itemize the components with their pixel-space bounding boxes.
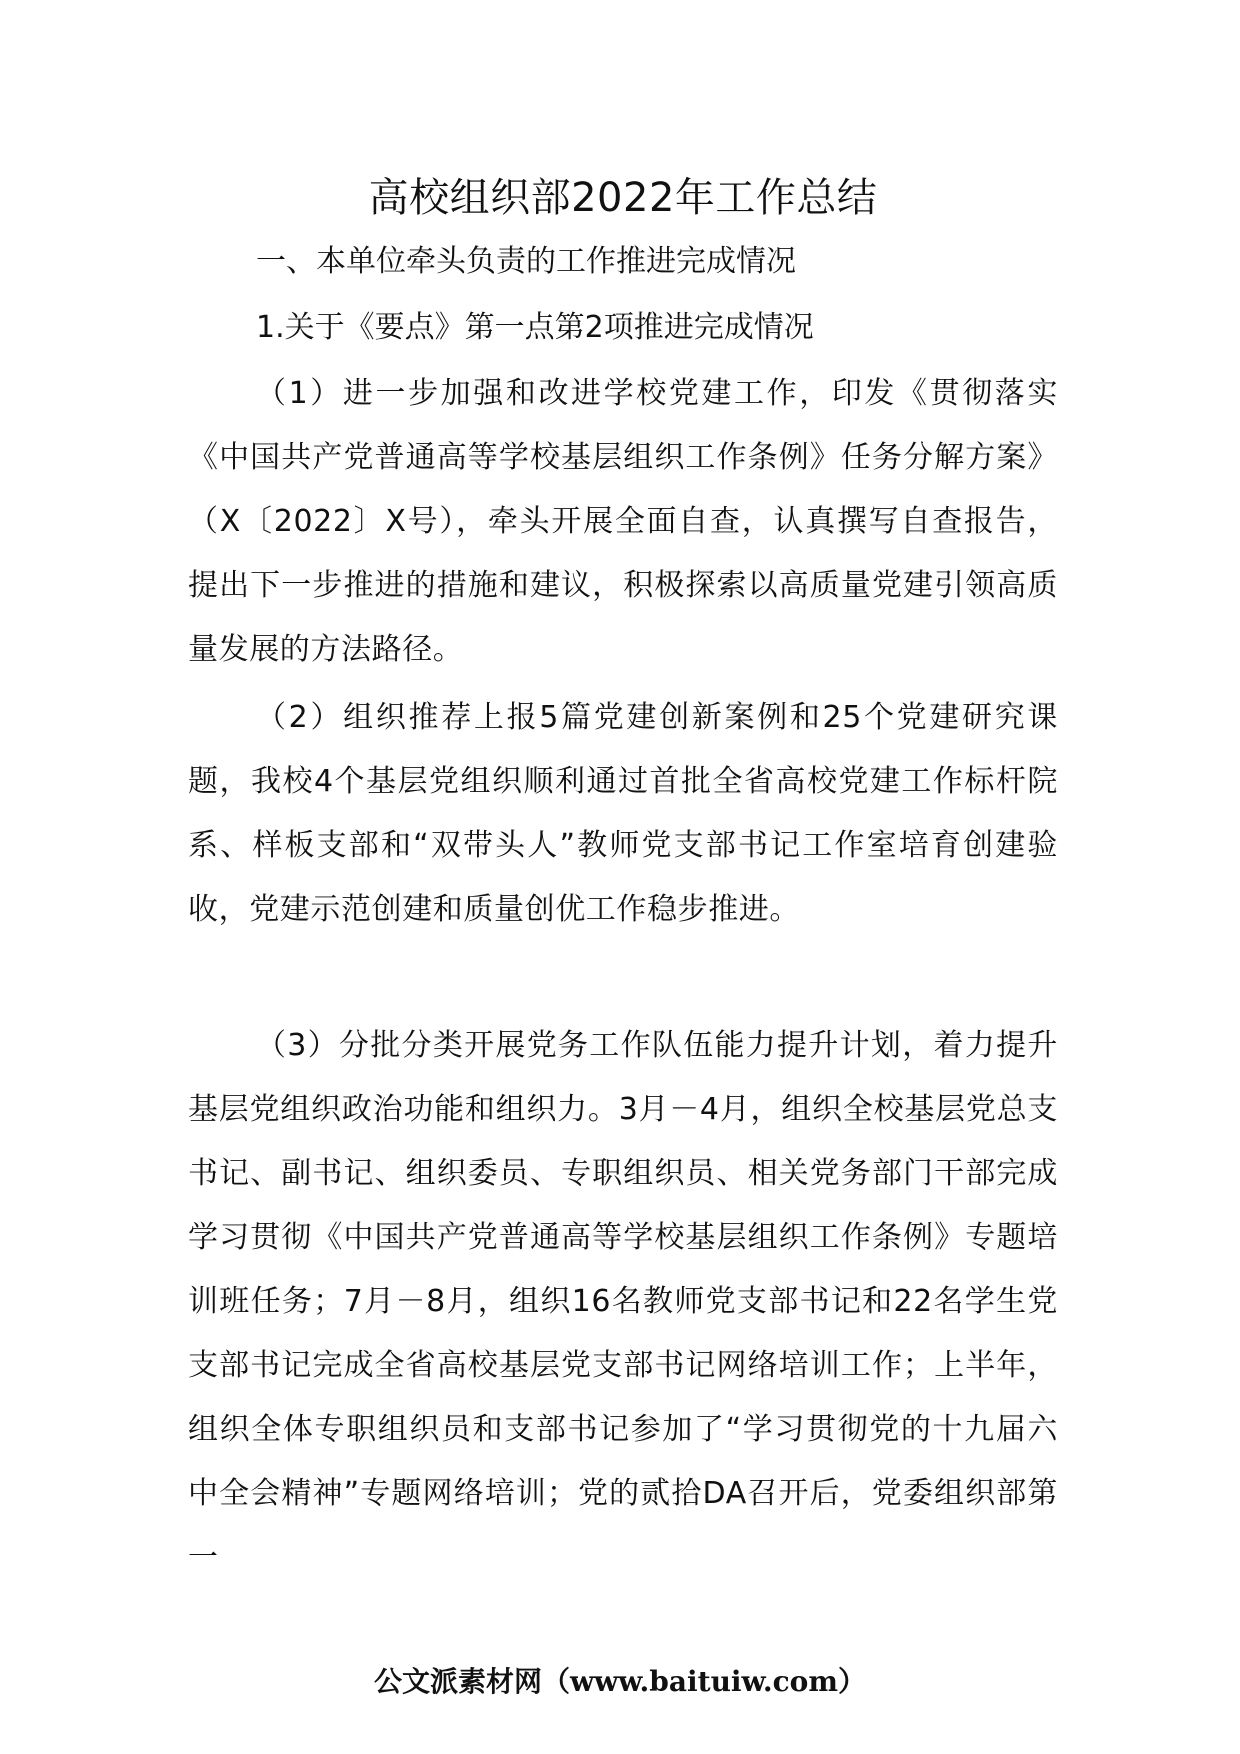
section-heading: 一、本单位牵头负责的工作推进完成情况: [256, 244, 796, 279]
paragraph-1: （1）进一步加强和改进学校党建工作，印发《贯彻落实《中国共产党普通高等学校基层组织工作条例》任务分解方案》（X〔2022〕X号），牵头开展全面自查，认真撰写自查报告，提出下一步推进的措施和建议，积极探索以高质量党建引领高质量发展的方法路径。: [188, 376, 1058, 667]
footer-watermark: 公文派素材网（www.baituiw.com）: [374, 1665, 866, 1698]
document-title: 高校组织部2022年工作总结: [368, 175, 878, 221]
paragraph-2: （2）组织推荐上报5篇党建创新案例和25个党建研究课题，我校4个基层党组织顺利通过首批全省高校党建工作标杆院系、样板支部和“双带头人”教师党支部书记工作室培育创建验收，党建示范创建和质量创优工作稳步推进。: [188, 700, 1058, 927]
subsection-heading: 1.关于《要点》第一点第2项推进完成情况: [256, 310, 814, 345]
paragraph-3: （3）分批分类开展党务工作队伍能力提升计划，着力提升基层党组织政治功能和组织力。3月－4月，组织全校基层党总支书记、副书记、组织委员、专职组织员、相关党务部门干部完成学习贯彻《中国共产党普通高等学校基层组织工作条例》专题培训班任务；7月－8月，组织16名教师党支部书记和22名学生党支部书记完成全省高校基层党支部书记网络培训工作；上半年，组织全体专职组织员和支部书记参加了“学习贯彻党的十九届六中全会精神”专题网络培训；党的贰拾DA召开后，党委组织部第一: [188, 1028, 1058, 1575]
